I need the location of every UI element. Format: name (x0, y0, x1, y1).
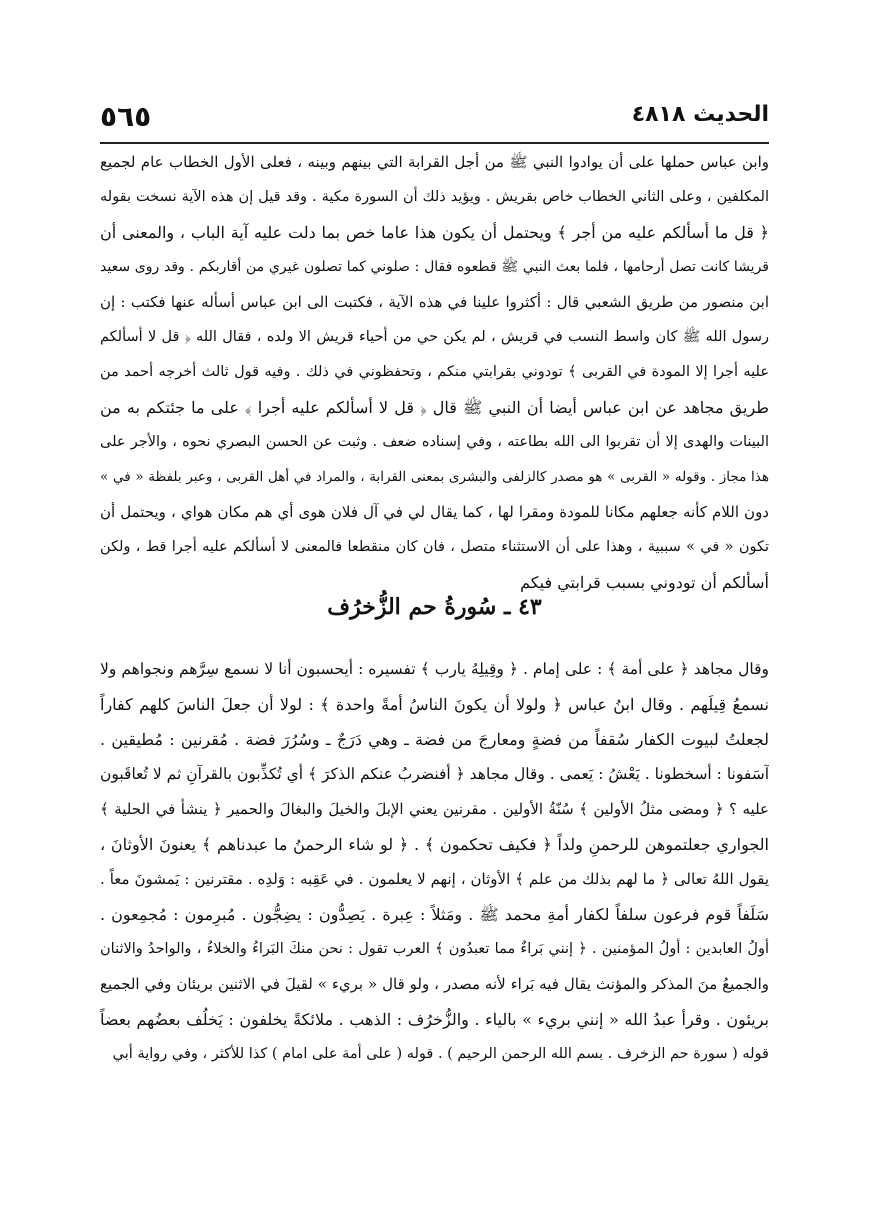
text-line: نسمعُ قِيلَهم . وقال ابنُ عباس ﴿ ولولا أن يكونَ الناسُ أمةً واحدة ﴾ : لولا أن جعلَ الناسَ كلهم كفاراً (100, 695, 769, 714)
text-line: قريشا كانت تصل أرحامها ، فلما بعث النبي ﷺ قطعوه فقال : صلوني كما تصلون غيري من أقاربكم . وقد روى سعيد (100, 259, 769, 275)
hadith-number-label: الحديث ٤٨١٨ (631, 102, 769, 127)
text-line: المكلفين ، وعلى الثاني الخطاب خاص بقريش . ويؤيد ذلك أن السورة مكية . وقد قيل إن هذه الآية نسخت بقوله (100, 189, 769, 205)
text-line: سَلَفاً قوم فرعون سلفاً لكفار أمةِ محمد ﷺ . ومَثلاً : عِبرة . يَصِدُّون : يضِجُّون . مُبرِمون : مُجمِعون . (100, 905, 769, 924)
text-line: البينات والهدى إلا أن تقربوا الى الله بطاعته ، وفي إسناده ضعف . وثبت عن الحسن البصري نحوه ، والأجر على (100, 434, 769, 450)
text-line: ﴿ قل ما أسألكم عليه من أجر ﴾ ويحتمل أن يكون هذا عاما خص بما دلت عليه آية الباب ، والمعنى أن (100, 223, 769, 242)
text-line: عليه ؟ ﴿ ومضى مثلُ الأولين ﴾ سُنّةُ الأولين . مقرنين يعني الإبلَ والخيلَ والبغالَ والحمير ﴿ ينشأ في الحلية ﴾ (100, 800, 769, 818)
text-line: بريئون . وقرأ عبدُ الله « إنني بريء » بالياء . والزُّخرُف : الذهب . ملائكةً يخلفون : يَخلُف بعضُهم بعضاً (100, 1010, 769, 1029)
header-rule (100, 142, 769, 144)
text-line: تكون « في » سببية ، وهذا على أن الاستثناء متصل ، فان كان منقطعا فالمعنى لا أسألكم عليه أجرا قط ، ولكن (100, 539, 769, 555)
text-line: يقول اللهُ تعالى ﴿ ما لهم بذلك من علم ﴾ الأوثان ، إنهم لا يعلمون . في عَقِبه : وَلدِه . مقترنين : يَمشونَ معاً . (100, 870, 769, 888)
surah-heading: ٤٣ ـ سُورةُ حم الزُّخرُف (327, 594, 542, 620)
text-line: وقال مجاهد ﴿ على أمة ﴾ : على إمام . ﴿ وقِيلِهُ يارب ﴾ تفسيره : أيحسبون أنا لا نسمع سِرَّهم ونجواهم ولا (100, 660, 769, 678)
text-line: آسَفونا : أسخطونا . يَعْشُ : يَعمى . وقال مجاهد ﴿ أفنضربُ عنكم الذكرَ ﴾ أي تُكذِّبون بالقرآنِ ثم لا تُعاقَبون (100, 765, 769, 783)
text-line: والجميعُ منَ المذكر والمؤنث يقال فيه بَراء لأنه مصدر ، ولو قال « بريء » لقيلَ في الاثنين بريئان وفي الجميع (100, 975, 769, 993)
text-line: هذا مجاز . وقوله « القربى » هو مصدر كالزلفى والبشرى بمعنى القرابة ، والمراد في أهل القربى ، وعبر بلفظة « في » (100, 469, 769, 485)
chapter-text (100, 652, 769, 1072)
text-line: الجواري جعلتموهن للرحمنِ ولداً ﴿ فكيف تحكمون ﴾ . ﴿ لو شاء الرحمنُ ما عبدناهم ﴾ يعنونَ الأوثانَ ، (100, 835, 769, 854)
page-number: ٥٦٥ (100, 100, 152, 133)
commentary-text (100, 145, 769, 600)
page-header (100, 100, 769, 132)
text-line: دون اللام كأنه جعلهم مكانا للمودة ومقرا لها ، كما يقال لي في آل فلان هوى أي هم مكان هواي ، ويحتمل أن (100, 503, 769, 521)
text-line: قوله ( سورة حم الزخرف . بسم الله الرحمن الرحيم ) . قوله ( على أمة على امام ) كذا للأكثر ، وفي رواية أبي (112, 1046, 769, 1062)
text-line: أولُ العابدين : أولُ المؤمنين . ﴿ إنني بَراءٌ مما تعبدُون ﴾ العرب تقول : نحن منكَ البَراءُ والخلاءُ ، والواحدُ والاثنان (100, 941, 769, 957)
text-line: وابن عباس حملها على أن يوادوا النبي ﷺ من أجل القرابة التي بينهم وبينه ، فعلى الأول الخطاب عام لجميع (100, 153, 769, 171)
text-line: أسألكم أن تودوني بسبب قرابتي فيكم (520, 573, 769, 592)
text-line: لجعلتُ لبيوت الكفار سُقفاً من فضةٍ ومعارجَ من فضة ـ وهي دَرَجٌ ـ وسُرُرَ فضة . مُقرنين : مُطيقين . (100, 730, 769, 749)
text-line: عليه أجرا إلا المودة في القربى ﴾ تودوني بقرابتي منكم ، وتحفظوني في ذلك . وفيه قول ثالث أخرجه أحمد من (100, 364, 769, 380)
text-line: طريق مجاهد عن ابن عباس أيضا أن النبي ﷺ قال ﴿ قل لا أسألكم عليه أجرا ﴾ على ما جئتكم به من (100, 398, 769, 417)
text-line: ابن منصور من طريق الشعبي قال : أكثروا علينا في هذه الآية ، فكتبت الى ابن عباس أسأله عنها فكتب : إن (100, 293, 769, 311)
text-line: رسول الله ﷺ كان واسط النسب في قريش ، لم يكن حي من أحياء قريش الا ولده ، فقال الله ﴿ قل لا أسألكم (100, 329, 769, 345)
